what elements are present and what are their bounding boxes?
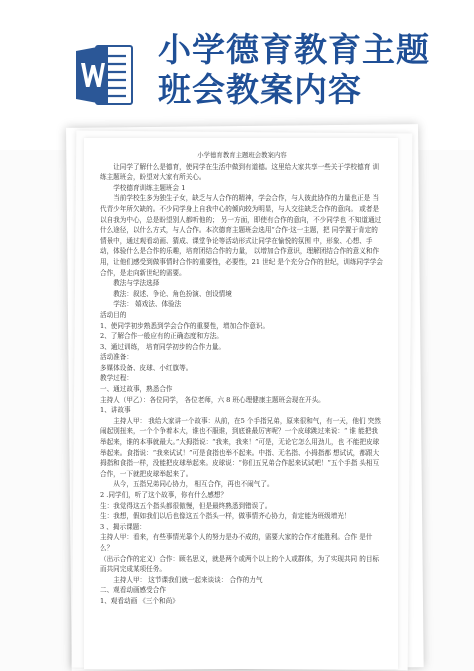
document-title: 小学德育教育主题班会教案内容 bbox=[197, 151, 287, 159]
doc-line: 二、观看动画感受合作 bbox=[100, 586, 166, 595]
doc-line: 主持人甲： 我给大家讲一个故事：从前，在5 个手指兄弟，原来很和气，有一天，他们 突然闹起别扭来，一个个争着本大，谁也不服谁，到底谁最厉害呢？一个皮球跳过来说：“ 谁 能把我举起来，谁的本事就最大。”大拇指说：“我来，我来！”可是，无论它怎么用劲儿，也 不能把皮球举起来。食指说：“我来试试！”可是食指也举不起来。中指、无名指、小拇指都 想试试，都跟大拇指和食指一样，没能把皮球举起来。皮球说：“你们五兄弟合作起来试试吧！”五个手指 头相互合作，一下就把皮球举起来了。 bbox=[100, 416, 381, 478]
doc-line: 3、通过训练， 培育同学初步的合作力量。 bbox=[100, 342, 225, 351]
doc-line: 2 .同学们，听了这个故事，你有什么感想？ bbox=[100, 491, 228, 499]
document-body bbox=[100, 150, 384, 607]
doc-line: 生：我觉得这五个指头都很傲慢，但是最终熟悉到错误了。 bbox=[100, 501, 272, 510]
page-title bbox=[158, 30, 458, 110]
doc-line: 活动准备： bbox=[100, 353, 133, 362]
doc-line: 多媒体设备、皮球、小红旗等。 bbox=[100, 363, 193, 372]
doc-line: 主持人甲： 这节课我们就一起来谈谈： 合作的力气 bbox=[113, 575, 263, 584]
doc-line: 让同学了解什么是德育，使同学在生活中做到有道德。这里给大家共享一些关于学校德育 训练主题班会，盼望对大家有所关心。 bbox=[100, 162, 380, 182]
title-line-2: 班会教案内容 bbox=[158, 70, 362, 109]
doc-line: （出示合作的定义）合作：顾名思义，就是两个或两个以上的个人或群体，为了实现共同 的目标而共同完成某项任务。 bbox=[100, 554, 380, 574]
doc-line: 主持人（甲乙）：各位同学， 各位老师，六 8 班心理健康主题班会现在开头。 bbox=[100, 395, 325, 404]
doc-line: 生：我想，假如我们以后也像这五个指头一样，做事情齐心协力，肯定能为班级增光！ bbox=[100, 512, 351, 521]
doc-line: 活动目的 bbox=[100, 310, 127, 319]
doc-line: 1、讲故事 bbox=[100, 406, 131, 415]
doc-line: 2、了解合作一般应有的正确态度和方法。 bbox=[100, 332, 223, 341]
doc-line: 教法：叙述、争论、角色扮演、创设情境 bbox=[113, 289, 232, 298]
doc-line: 教学过程： bbox=[100, 374, 133, 383]
doc-line: 主持人甲：看来，有些事情光靠个人的努力是办不成的，需要大家的合作才能胜利。合作 是什么？ bbox=[100, 533, 373, 552]
doc-line: 教法与学法选择 bbox=[113, 279, 160, 288]
word-doc-icon bbox=[76, 42, 134, 108]
doc-line: 1、观看动画 《三个和尚》 bbox=[100, 596, 179, 605]
doc-line: 从今，五指兄弟同心协力， 相互合作，再也不闹气了。 bbox=[113, 480, 274, 489]
doc-line: 学校德育训练主题班会 1 bbox=[113, 183, 186, 192]
doc-line: 当前学校生多为独生子女，缺乏与人合作的精神，学会合作，与人彼此协作的力量也正是 当代青少年所欠缺的。不少同学身上自我中心的倾向较为明显，与人交往缺乏合作的意向。 或者是以自我为中心，总是盼望别人都听他的； 另一方面，即使有合作的意向，不少同学也 不知道通过什么途径，以什么方式，与人合作。本次德育主题班会选用“合作·这一主题，把 同学置于肯定的情景中，通过观看动画、猜成、课堂争论等活动形式让同学在愉悦的氛围 中，形象、心想、手动，体验什么是合作的乐趣，培育团结合作的力量， 以增加合作意识，理解团结合作的意义和作用，让他们感受到做事情时合作的重要性，必要性，21 世纪 是个充分合作的世纪，训练同学学会合作，是走向新世纪的需要。 bbox=[100, 194, 383, 277]
doc-line: 3 、揭示课题： bbox=[100, 522, 146, 531]
document-page bbox=[84, 138, 398, 669]
title-line-1: 小学德育教育主题 bbox=[158, 30, 430, 69]
doc-line: 1、使同学初步熟悉到学会合作的重要性，增加合作意识。 bbox=[100, 321, 270, 330]
doc-line: 一、通过故事，熟悉合作 bbox=[100, 385, 173, 394]
doc-line: 学法： 嬉戏法、体验法 bbox=[113, 300, 182, 309]
